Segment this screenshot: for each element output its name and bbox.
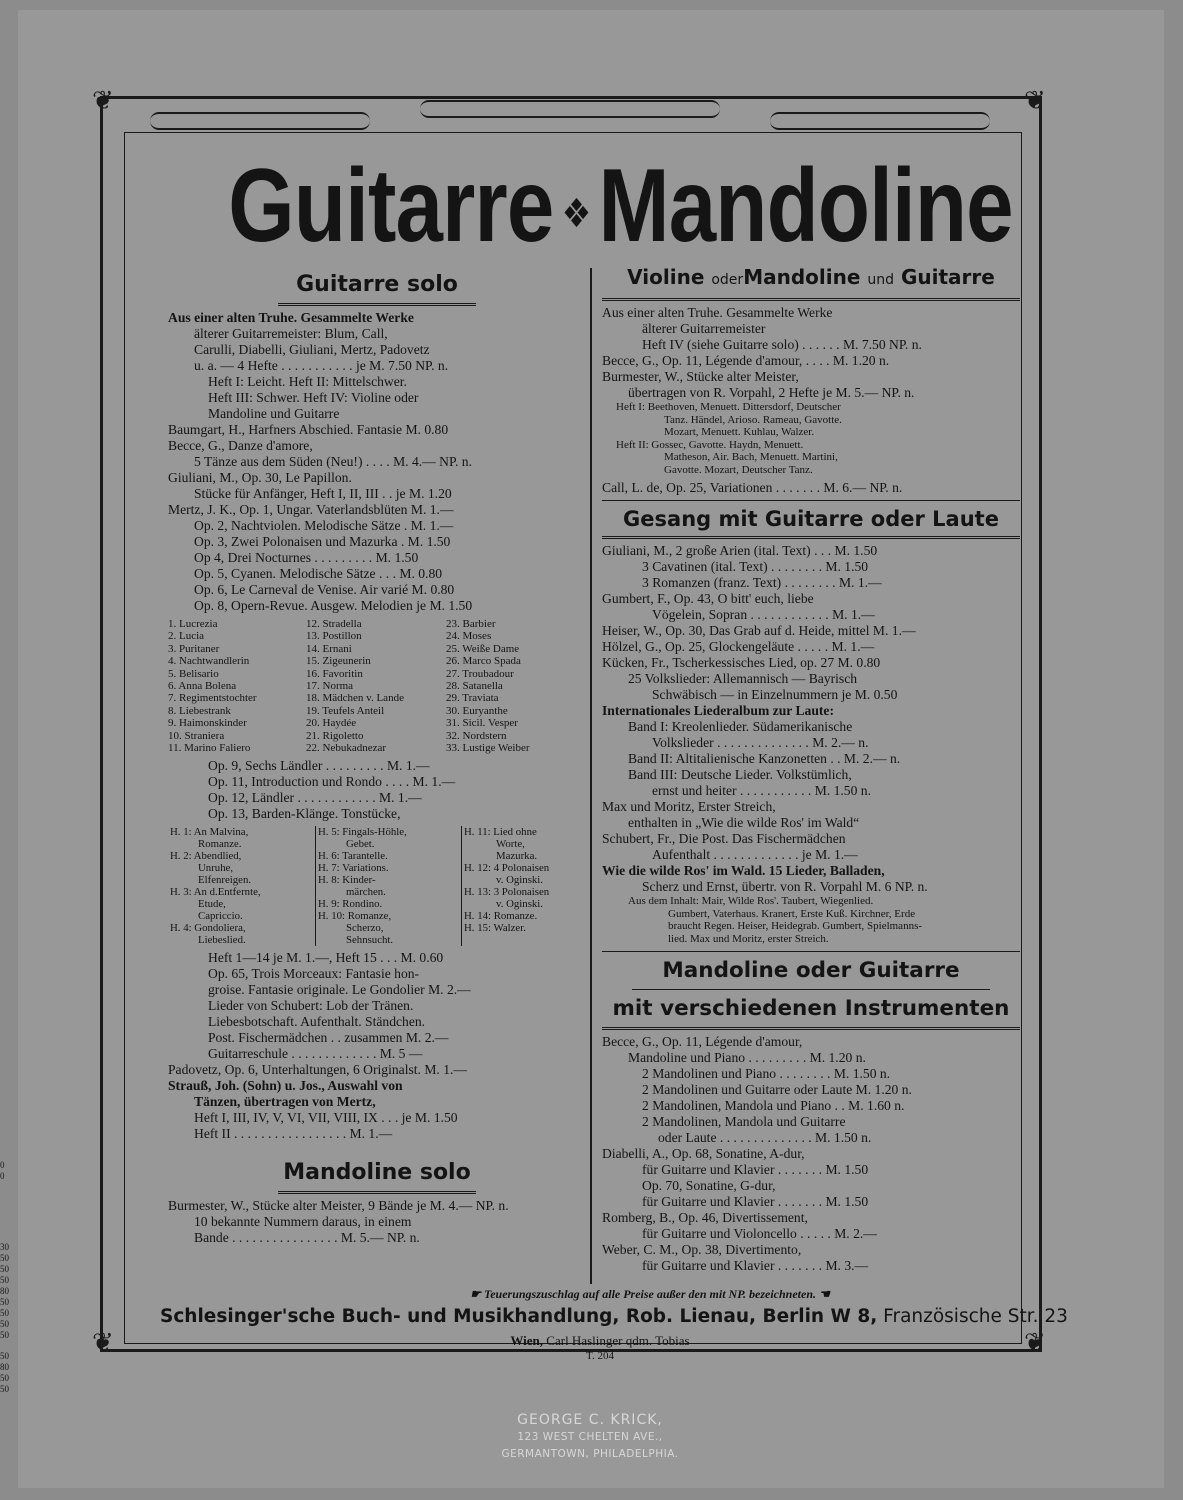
text-line: Band I: Kreolenlieder. Südamerikanische [628,719,853,734]
opera-item: 11. Marino Faliero [168,742,251,755]
heft-item: H. 9: Rondino. [318,898,383,911]
text-line: Becce, G., Op. 11, Légende d'amour, [602,1034,803,1049]
heft-item: Scherzo, [346,922,384,935]
opera-item: 1. Lucrezia [168,618,218,630]
main-title [228,148,1013,264]
text-line: Carulli, Diabelli, Giuliani, Mertz, Padovetz [194,342,430,357]
opera-item: 25. Weiße Dame [446,642,520,655]
text-line: Schwäbisch — in Einzelnummern je M. 0.50 [652,687,898,702]
top-scroll-ornament [420,100,720,118]
text-line: groise. Fantasie originale. Le Gondolier M. 2.— [208,982,471,998]
heft-item: H. 6: Tarantelle. [318,850,388,863]
heft-item: H. 3: An d.Entfernte, [170,886,261,899]
edge-mark: 50 [0,1351,9,1361]
heading-gesang: Gesang mit Guitarre oder Laute [623,507,999,531]
text-line: Burmester, W., Stücke alter Meister, [602,369,799,384]
text-line: Giuliani, M., 2 große Arien (ital. Text) . . . M. 1.50 [602,543,878,558]
text-line: Heft II . . . . . . . . . . . . . . . . . M. 1.— [194,1126,393,1142]
text-line: Diabelli, A., Op. 68, Sonatine, A-dur, [602,1146,805,1161]
text-line: Aus einer alten Truhe. Gesammelte Werke [168,310,414,325]
small-text-line: Gavotte. Mozart, Deutscher Tanz. [664,463,813,476]
heft-item: H. 7: Variations. [318,862,389,875]
opera-item: 26. Marco Spada [446,655,521,668]
hefte-col-2 [316,826,462,946]
text-line: Giuliani, M., Op. 30, Le Papillon. [168,470,352,485]
heft-item: v. Oginski. [496,898,543,911]
opera-item: 7. Regimentstochter [168,692,257,705]
stamp-line: GERMANTOWN, PHILADELPHIA. [501,1448,679,1460]
heading-violine-mandoline-guitarre [602,262,1020,295]
opera-list [168,618,586,754]
heft-item: H. 10: Romanze, [318,910,392,923]
text-line: Op. 6, Le Carneval de Venise. Air varié M. 0.80 [194,582,455,597]
edge-mark: 50 [0,1297,9,1307]
text-line: Becce, G., Op. 11, Légende d'amour, . . . . M. 1.20 n. [602,353,890,368]
heading-part: und [867,272,895,288]
title-guitarre: Guitarre [228,148,554,264]
opera-item: 28. Satanella [446,680,503,693]
text-line: Hölzel, G., Op. 25, Glockengeläute . . . . . M. 1.— [602,639,875,654]
heft-item: H. 15: Walzer. [464,922,526,935]
surcharge-note: ☛ Teuerungszuschlag auf alle Preise außer den mit NP. bezeichneten. ☚ [470,1287,830,1301]
text-line: Weber, C. M., Op. 38, Divertimento, [602,1242,802,1257]
heft-item: H. 12: 4 Polonaisen [464,862,550,875]
text-line: Heiser, W., Op. 30, Das Grab auf d. Heide, mittel M. 1.— [602,623,916,638]
heft-item: märchen. [346,886,386,899]
edge-mark: 50 [0,1264,9,1274]
heft-item: Liebeslied. [198,934,246,947]
heft-item: H. 1: An Malvina, [170,826,249,839]
heading-part: Mandoline [743,265,861,289]
opera-item: 18. Mädchen v. Lande [306,692,404,705]
text-line: Mandoline und Piano . . . . . . . . . M. 1.20 n. [628,1050,866,1065]
opera-item: 2. Lucia [168,630,205,643]
top-right-scroll-ornament [770,112,990,130]
text-line: Stücke für Anfänger, Heft I, II, III . . je M. 1.20 [194,486,452,501]
text-line: 2 Mandolinen und Guitarre oder Laute M. 1.20 n. [642,1082,912,1097]
text-line: Op. 65, Trois Morceaux: Fantasie hon- [208,966,420,982]
edge-mark: 30 [0,1242,9,1252]
text-line: Strauß, Joh. (Sohn) u. Jos., Auswahl von [168,1078,403,1094]
text-line: Op. 2, Nachtviolen. Melodische Sätze . M. 1.— [194,518,454,533]
opera-item: 33. Lustige Weiber [446,742,530,755]
text-line: Schubert, Fr., Die Post. Das Fischermädchen [602,831,846,846]
corner-ornament-bottom-left: ❦ [92,1328,114,1357]
text-line: Becce, G., Danze d'amore, [168,438,313,453]
text-line: Op. 3, Zwei Polonaisen und Mazurka . M. 1.50 [194,534,451,549]
dealer-stamp [380,1412,800,1463]
right-column [602,262,1020,1274]
opera-item: 30. Euryanthe [446,704,508,717]
text-line: Post. Fischermädchen . . zusammen M. 2.— [208,1030,449,1046]
small-text-line: Heft II: Gossec, Gavotte. Haydn, Menuett. [616,438,804,451]
opera-item: 15. Zigeunerin [306,655,371,668]
heft-item: Capriccio. [198,910,243,923]
text-line: enthalten in „Wie die wilde Ros' im Wald“ [628,815,860,830]
text-line: Band II: Altitalienische Kanzonetten . . M. 2.— n. [628,751,901,766]
text-line: Heft I: Leicht. Heft II: Mittelschwer. [208,374,407,389]
text-line: Op. 8, Opern-Revue. Ausgew. Melodien je M. 1.50 [194,598,473,613]
heading-underline [278,1191,476,1194]
heft-item: H. 14: Romanze. [464,910,538,923]
edge-mark: 80 [0,1286,9,1296]
text-line: Heft IV (siehe Guitarre solo) . . . . . . M. 7.50 NP. n. [642,337,922,352]
heft-item: H. 11: Lied ohne [464,826,537,839]
text-line: 2 Mandolinen, Mandola und Guitarre [642,1114,846,1129]
edge-mark: 50 [0,1308,9,1318]
heading-guitarre-solo: Guitarre solo [296,272,458,297]
text-line: Mandoline und Guitarre [208,406,340,421]
text-line: 3 Cavatinen (ital. Text) . . . . . . . . M. 1.50 [642,559,869,574]
text-line: 25 Volkslieder: Allemannisch — Bayrisch [628,671,858,686]
edge-mark: 80 [0,1362,9,1372]
opera-item: 24. Moses [446,630,492,643]
hefte-list [168,826,586,946]
text-line: Op. 70, Sonatine, G-dur, [642,1178,776,1193]
small-text-line: Tanz. Händel, Arioso. Rameau, Gavotte. [664,413,842,426]
heft-item: Elfenreigen. [198,874,252,887]
text-line: Heft 1—14 je M. 1.—, Heft 15 . . . M. 0.60 [208,950,444,966]
text-line: Max und Moritz, Erster Streich, [602,799,776,814]
edge-marks [0,1160,12,1395]
opera-item: 20. Haydée [306,717,357,730]
text-line: älterer Guitarremeister [642,321,766,336]
text-line: Romberg, B., Op. 46, Divertissement, [602,1210,808,1225]
heft-item: Etude, [198,898,226,911]
text-line: Op 4, Drei Nocturnes . . . . . . . . . M. 1.50 [194,550,419,565]
text-line: Aus einer alten Truhe. Gesammelte Werke [602,305,833,320]
heft-item: Unruhe, [198,862,234,875]
opera-item: 12. Stradella [306,618,362,630]
heft-item: H. 8: Kinder- [318,874,376,887]
opera-item: 19. Teufels Anteil [306,704,385,717]
publisher-address: Französische Str. 23 [877,1306,1068,1327]
opera-item: 17. Norma [306,680,354,693]
heft-item: Worte, [496,838,525,851]
text-line: für Guitarre und Klavier . . . . . . . M. 1.50 [642,1162,869,1177]
text-line: Liebesbotschaft. Aufenthalt. Ständchen. [208,1014,426,1030]
heft-item: v. Oginski. [496,874,543,887]
opera-item: 27. Troubadour [446,667,514,680]
text-line: Op. 11, Introduction und Rondo . . . . M. 1.— [208,774,456,790]
heading-part: Guitarre [900,265,995,289]
text-line: 5 Tänze aus dem Süden (Neu!) . . . . M. 4.— NP. n. [194,454,473,469]
heading-underline [602,536,1020,539]
heading-underline [602,1027,1020,1030]
edge-mark: 50 [0,1319,9,1329]
vienna-agent [160,1334,1040,1348]
text-line: Kücken, Fr., Tscherkessisches Lied, op. 27 M. 0.80 [602,655,881,670]
text-line: älterer Guitarremeister: Blum, Call, [194,326,388,341]
opera-item: 16. Favoritin [306,667,363,680]
small-text-line: lied. Max und Moritz, erster Streich. [668,932,829,945]
top-left-scroll-ornament [150,112,370,130]
text-line: Bande . . . . . . . . . . . . . . . . M. 5.— NP. n. [194,1230,420,1246]
publisher-name: Schlesinger'sche Buch- und Musikhandlung, Rob. Lienau, Berlin W 8, [160,1306,878,1327]
small-text-line: Aus dem Inhalt: Mair, Wilde Ros'. Taubert, Wiegenlied. [628,895,874,907]
opera-item: 6. Anna Bolena [168,680,237,693]
text-line: für Guitarre und Violoncello . . . . . M. 2.— [642,1226,877,1241]
text-line: Call, L. de, Op. 25, Variationen . . . . . . . M. 6.— NP. n. [602,480,903,495]
opera-item: 4. Nachtwandlerin [168,655,250,668]
vienna-label: Wien, [510,1333,544,1348]
text-line: Op. 5, Cyanen. Melodische Sätze . . . M. 0.80 [194,566,443,581]
text-line: 2 Mandolinen, Mandola und Piano . . M. 1.60 n. [642,1098,905,1113]
opera-item: 10. Straniera [168,729,225,742]
text-line: für Guitarre und Klavier . . . . . . . M. 1.50 [642,1194,869,1209]
edge-mark: 0 [0,1171,5,1181]
text-line: Padovetz, Op. 6, Unterhaltungen, 6 Originalst. M. 1.— [168,1062,468,1078]
text-line: Op. 13, Barden-Klänge. Tonstücke, [208,806,401,822]
heading-underline [602,298,1020,301]
text-line: Mertz, J. K., Op. 1, Ungar. Vaterlandsblüten M. 1.— [168,502,454,517]
opera-item: 32. Nordstern [446,729,507,742]
hefte-col-3 [462,826,586,946]
small-text-line: braucht Regen. Heiser, Heidegrab. Gumbert, Spielmanns- [668,920,923,932]
text-line: Baumgart, H., Harfners Abschied. Fantasie M. 0.80 [168,422,449,437]
rule [632,989,990,990]
text-line: Gumbert, F., Op. 43, O bitt' euch, liebe [602,591,814,606]
opera-item: 21. Rigoletto [306,729,364,742]
vienna-name: Carl Haslinger qdm. Tobias [543,1333,690,1348]
heading-underline [278,303,476,306]
heft-item: Gebet. [346,838,375,851]
opera-item: 14. Ernani [306,642,352,655]
small-text-line: Heft I: Beethoven, Menuett. Dittersdorf, Deutscher [616,401,841,413]
stamp-line: GEORGE C. KRICK, [517,1412,663,1428]
text-line: Scherz und Ernst, übertr. von R. Vorpahl M. 6 NP. n. [642,879,928,894]
edge-mark: 50 [0,1384,9,1394]
text-line: Op. 9, Sechs Ländler . . . . . . . . . M. 1.— [208,758,430,774]
opera-item: 29. Traviata [446,692,499,705]
title-separator-icon: ❖ [561,191,591,236]
opera-item: 3. Puritaner [168,642,220,655]
opera-item: 5. Belisario [168,667,219,680]
heading-part: oder [711,272,744,288]
opera-item: 22. Nebukadnezar [306,742,387,755]
rule [602,951,1020,952]
text-line: Heft III: Schwer. Heft IV: Violine oder [208,390,419,405]
catalog-number: T. 204 [586,1350,614,1362]
text-line: oder Laute . . . . . . . . . . . . . . M. 1.50 n. [658,1130,872,1145]
opera-item: 9. Haimonskinder [168,717,247,730]
edge-mark: 0 [0,1160,5,1170]
text-line: Band III: Deutsche Lieder. Volkstümlich, [628,767,852,782]
heft-item: Mazurka. [496,850,538,863]
text-line: u. a. — 4 Hefte . . . . . . . . . . . je M. 7.50 NP. n. [194,358,449,373]
text-line: Aufenthalt . . . . . . . . . . . . . je M. 1.— [652,847,858,862]
edge-mark: 50 [0,1373,9,1383]
text-line: Op. 12, Ländler . . . . . . . . . . . . M. 1.— [208,790,422,806]
text-line: Internationales Liederalbum zur Laute: [602,703,834,718]
opera-item: 13. Postillon [306,630,362,643]
publisher-line [160,1305,1068,1329]
text-line: 3 Romanzen (franz. Text) . . . . . . . . M. 1.— [642,575,882,590]
stamp-line: 123 WEST CHELTEN AVE., [517,1431,663,1443]
text-line: Lieder von Schubert: Lob der Tränen. [208,998,414,1014]
text-line: ernst und heiter . . . . . . . . . . . M. 1.50 n. [652,783,871,798]
heading-mandoline-solo: Mandoline solo [283,1160,471,1186]
text-line: übertragen von R. Vorpahl, 2 Hefte je M. 5.— NP. n. [628,385,915,400]
text-line: für Guitarre und Klavier . . . . . . . M. 3.— [642,1258,869,1273]
corner-ornament-top-left: ❦ [92,86,114,115]
rule [602,500,1020,501]
title-mandoline: Mandoline [598,148,1013,264]
edge-mark: 50 [0,1275,9,1285]
column-divider [590,268,592,1284]
text-line: Vögelein, Sopran . . . . . . . . . . . . M. 1.— [652,607,875,622]
text-line: Burmester, W., Stücke alter Meister, 9 Bände je M. 4.— NP. n. [168,1198,509,1214]
heading-mandoline-oder-guitarre: Mandoline oder Guitarre [662,958,960,983]
text-line: 10 bekannte Nummern daraus, in einem [194,1214,412,1230]
left-column [168,270,586,1246]
text-line: 2 Mandolinen und Piano . . . . . . . . M. 1.50 n. [642,1066,891,1081]
opera-item: 8. Liebestrank [168,704,231,717]
heft-item: Romanze. [198,838,242,851]
edge-mark: 50 [0,1253,9,1263]
opera-item: 23. Barbier [446,618,496,630]
small-text-line: Mozart, Menuett. Kuhlau, Walzer. [664,426,815,438]
heading-mit-instrumenten: mit verschiedenen Instrumenten [612,996,1010,1021]
heft-item: H. 2: Abendlied, [170,850,242,863]
text-line: Tänzen, übertragen von Mertz, [194,1094,376,1110]
heading-part: Violine [627,265,705,289]
corner-ornament-top-right: ❦ [1024,86,1046,115]
text-line: Volkslieder . . . . . . . . . . . . . . M. 2.— n. [652,735,869,750]
heft-item: Sehnsucht. [346,934,394,947]
hefte-col-1 [168,826,316,946]
corner-ornament-bottom-right: ❦ [1024,1328,1046,1357]
text-line: Heft I, III, IV, V, VI, VII, VIII, IX . . . je M. 1.50 [194,1110,458,1126]
small-text-line: Matheson, Air. Bach, Menuett. Martini, [664,451,838,463]
text-line: Guitarreschule . . . . . . . . . . . . . M. 5 — [208,1046,423,1062]
small-text-line: Gumbert, Vaterhaus. Kranert, Erste Kuß. Kirchner, Erde [668,907,916,920]
heft-item: H. 13: 3 Polonaisen [464,886,550,899]
opera-item: 31. Sicil. Vesper [446,717,518,730]
text-line: Wie die wilde Ros' im Wald. 15 Lieder, Balladen, [602,863,885,878]
heft-item: H. 5: Fingals-Höhle, [318,826,407,839]
edge-mark: 50 [0,1330,9,1340]
heft-item: H. 4: Gondoliera, [170,922,246,935]
